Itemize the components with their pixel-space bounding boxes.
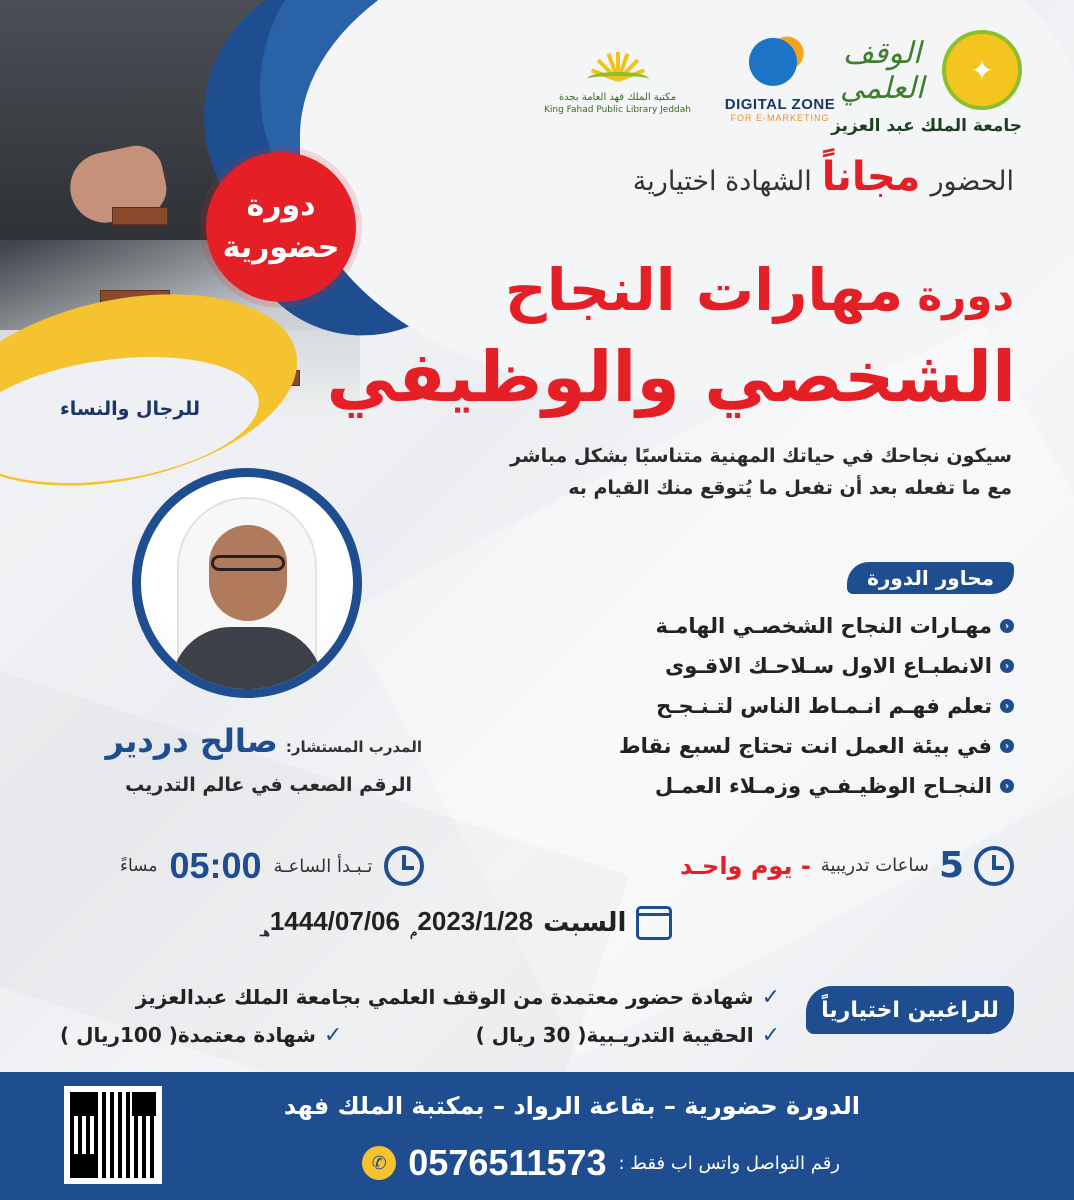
list-item	[60, 978, 780, 1016]
axis-text: مهـارات النجاح الشخصـي الهامـة	[655, 614, 992, 638]
library-logo	[540, 30, 695, 140]
sun-book-icon	[579, 30, 657, 86]
check-icon: ✓	[761, 1022, 780, 1048]
list-item	[584, 726, 1014, 766]
axis-text: في بيئة العمل انت تحتاج لسبع نقاط	[618, 734, 992, 758]
course-title-line2: الشخصي والوظيفي	[326, 336, 1016, 418]
date-row	[260, 906, 672, 940]
digital-zone-logo	[715, 30, 845, 140]
hijri-date: $1444/07/06_{هـ}$	[260, 906, 400, 940]
library-name-ar: مكتبة الملك فهد العامة بجدة	[558, 92, 677, 103]
hours-count: 5	[938, 845, 964, 886]
in-person-badge	[206, 152, 356, 302]
venue-text: الدورة حضورية – بقاعة الرواد – بمكتبة الملك فهد	[283, 1092, 860, 1120]
free-label: مجاناً	[821, 154, 921, 200]
start-time-row	[120, 845, 424, 887]
check-icon: ✓	[761, 984, 780, 1010]
optional-pill: للراغبين اختيارياً	[806, 986, 1014, 1034]
option-text: شهادة معتمدة( 100ريال )	[60, 1023, 316, 1047]
cert-optional-label: الشهادة اختيارية	[632, 166, 812, 197]
course-title-line1	[505, 256, 1014, 324]
contact-label: رقم التواصل واتس اب فقط :	[618, 1152, 840, 1174]
trainer-name-row	[82, 722, 422, 760]
clock-icon	[384, 846, 424, 886]
course-description	[392, 440, 1012, 504]
attend-label: الحضور	[930, 166, 1014, 197]
digital-zone-subtitle: FOR E-MARKETING	[730, 113, 830, 123]
chevron-icon: ‹	[1000, 739, 1014, 753]
footer-bar	[0, 1072, 1074, 1200]
axis-text: الانطبـاع الاول سـلاحـك الاقـوى	[664, 654, 992, 678]
badge-line2: حضورية	[222, 230, 340, 265]
badge-line1: دورة	[246, 188, 316, 223]
axes-title: محاور الدورة	[847, 562, 1014, 594]
clock-icon	[974, 846, 1014, 886]
list-item	[476, 1016, 780, 1054]
audience-tag: للرجال والنساء	[60, 398, 201, 420]
chevron-icon: ‹	[1000, 619, 1014, 633]
weekday: السبت	[543, 908, 627, 938]
trainer-name: صالح دردير	[105, 722, 278, 760]
start-time: 05:00	[169, 845, 262, 886]
digital-zone-title: DIGITAL ZONE	[724, 96, 836, 113]
library-name-en: King Fahad Public Library Jeddah	[543, 105, 691, 115]
chevron-icon: ‹	[1000, 699, 1014, 713]
whatsapp-icon[interactable]: ✆	[362, 1146, 396, 1180]
contact-row	[240, 1142, 840, 1184]
trainer-photo	[141, 477, 353, 689]
title-main: مهارات النجاح	[504, 256, 904, 324]
partner-logos	[540, 30, 1030, 140]
chevron-icon: ‹	[1000, 779, 1014, 793]
axis-text: تعلم فهـم انـمـاط الناس لتـنـجـح	[656, 694, 992, 718]
axis-text: النجـاح الوظيـفـي وزمـلاء العمـل	[654, 774, 992, 798]
option-text: شهادة حضور معتمدة من الوقف العلمي بجامعة الملك عبدالعزيز	[135, 985, 754, 1009]
trainer-role: المدرب المستشار:	[285, 738, 422, 756]
description-line: سيكون نجاحك في حياتك المهنية متناسبًا بشكل مباشر	[510, 445, 1012, 467]
trainer-tagline: الرقم الصعب في عالم التدريب	[125, 774, 412, 796]
list-item	[584, 766, 1014, 806]
hours-label: ساعات تدريبية	[820, 855, 929, 876]
title-prefix: دورة	[917, 271, 1014, 320]
gregorian-date: $2023/1/28_م$	[409, 906, 534, 940]
list-item	[584, 646, 1014, 686]
list-item	[60, 1016, 342, 1054]
calendar-icon	[636, 906, 672, 940]
digital-zone-mark-icon	[745, 30, 815, 88]
description-line: مع ما تفعله بعد أن تفعل ما يُتوقع منك القيام به	[568, 477, 1012, 499]
optional-items	[60, 978, 780, 1054]
university-emblem-icon: ✦	[942, 30, 1022, 110]
check-icon: ✓	[323, 1022, 343, 1048]
optional-row	[60, 1016, 780, 1054]
university-logo	[830, 30, 1030, 140]
start-label: تـبـدأ الساعـة	[273, 855, 373, 877]
wood-block	[112, 207, 168, 225]
list-item	[584, 686, 1014, 726]
university-waqf-name: الوقف العلمي	[839, 36, 925, 106]
option-text: الحقيبة التدريـبية( 30 ريال )	[475, 1023, 754, 1047]
attendance-line	[633, 154, 1014, 200]
list-item	[584, 606, 1014, 646]
pm-label: مساءً	[120, 856, 158, 876]
qr-code[interactable]	[64, 1086, 162, 1184]
day-count-label: - يوم واحـد	[679, 851, 811, 880]
axes-list	[584, 606, 1014, 806]
university-name: جامعة الملك عبد العزيز	[831, 116, 1022, 136]
phone-number[interactable]: 0576511573	[408, 1142, 607, 1183]
chevron-icon: ‹	[1000, 659, 1014, 673]
duration-row	[680, 845, 1014, 886]
